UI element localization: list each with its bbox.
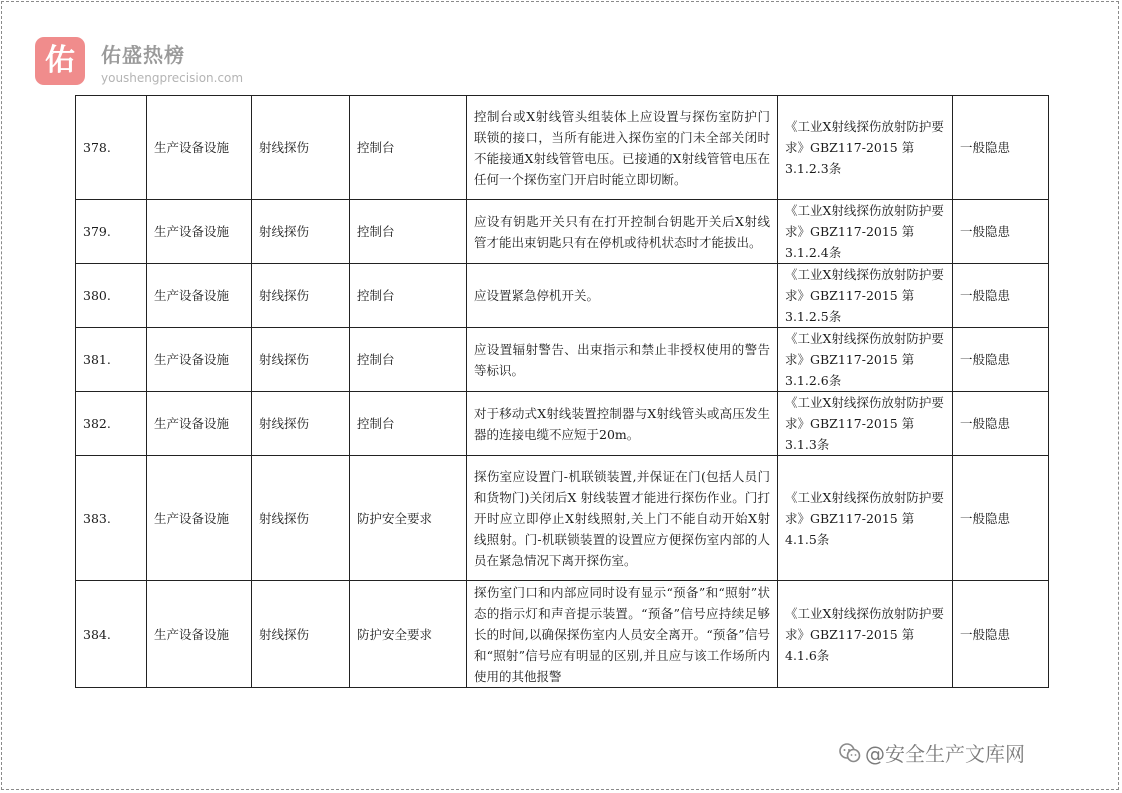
row-type: 射线探伤 <box>252 392 350 456</box>
row-number: 378. <box>76 96 147 200</box>
row-level: 一般隐患 <box>953 264 1049 328</box>
row-standard: 《工业X射线探伤放射防护要求》GBZ117-2015 第3.1.2.3条 <box>778 96 953 200</box>
row-description: 对于移动式X射线装置控制器与X射线管头或高压发生器的连接电缆不应短于20m。 <box>474 405 770 442</box>
row-category: 生产设备设施 <box>147 328 252 392</box>
row-description: 控制台或X射线管头组装体上应设置与探伤室防护门联锁的接口，当所有能进入探伤室的门未全部关闭时不能接通X射线管管电压。已接通的X射线管管电压在任何一个探伤室门开启时能立即切断。 <box>474 108 770 187</box>
row-description-cell <box>467 96 778 200</box>
row-category: 生产设备设施 <box>147 581 252 688</box>
row-description: 探伤室门口和内部应同时设有显示“预备”和“照射”状态的指示灯和声音提示装置。“预备”信号应持续足够长的时间,以确保探伤室内人员安全离开。“预备”信号和“照射”信号应有明显的区别,并且应与该工作场所内使用的其他报警 <box>474 584 770 684</box>
row-type: 射线探伤 <box>252 96 350 200</box>
row-category: 生产设备设施 <box>147 264 252 328</box>
row-item: 控制台 <box>350 200 467 264</box>
row-standard: 《工业X射线探伤放射防护要求》GBZ117-2015 第3.1.2.5条 <box>778 264 953 328</box>
row-description-cell <box>467 328 778 392</box>
row-category: 生产设备设施 <box>147 456 252 581</box>
row-item: 防护安全要求 <box>350 456 467 581</box>
row-number: 384. <box>76 581 147 688</box>
row-type: 射线探伤 <box>252 456 350 581</box>
row-description: 应设置辐射警告、出束指示和禁止非授权使用的警告等标识。 <box>474 341 770 378</box>
row-level: 一般隐患 <box>953 328 1049 392</box>
watermark-text: @安全生产文库网 <box>865 742 1025 766</box>
row-description-cell <box>467 264 778 328</box>
table-row <box>76 200 1049 264</box>
row-item: 防护安全要求 <box>350 581 467 688</box>
row-item: 控制台 <box>350 392 467 456</box>
row-description-cell <box>467 581 778 688</box>
row-item: 控制台 <box>350 96 467 200</box>
watermark <box>838 738 1025 767</box>
row-level: 一般隐患 <box>953 200 1049 264</box>
row-item: 控制台 <box>350 264 467 328</box>
row-number: 380. <box>76 264 147 328</box>
row-standard: 《工业X射线探伤放射防护要求》GBZ117-2015 第3.1.2.4条 <box>778 200 953 264</box>
row-number: 383. <box>76 456 147 581</box>
hazard-table <box>75 95 1049 688</box>
row-number: 382. <box>76 392 147 456</box>
row-type: 射线探伤 <box>252 328 350 392</box>
table-row <box>76 456 1049 581</box>
table-row <box>76 328 1049 392</box>
chat-bubble-icon <box>838 741 862 765</box>
row-number: 381. <box>76 328 147 392</box>
row-standard: 《工业X射线探伤放射防护要求》GBZ117-2015 第4.1.5条 <box>778 456 953 581</box>
row-level: 一般隐患 <box>953 96 1049 200</box>
row-standard: 《工业X射线探伤放射防护要求》GBZ117-2015 第4.1.6条 <box>778 581 953 688</box>
table-row <box>76 264 1049 328</box>
row-item: 控制台 <box>350 328 467 392</box>
row-type: 射线探伤 <box>252 200 350 264</box>
row-description-cell <box>467 456 778 581</box>
row-standard: 《工业X射线探伤放射防护要求》GBZ117-2015 第3.1.2.6条 <box>778 328 953 392</box>
table-row <box>76 392 1049 456</box>
row-level: 一般隐患 <box>953 392 1049 456</box>
row-level: 一般隐患 <box>953 581 1049 688</box>
row-description: 应设有钥匙开关只有在打开控制台钥匙开关后X射线管才能出束钥匙只有在停机或待机状态时才能拔出。 <box>474 213 770 250</box>
row-standard: 《工业X射线探伤放射防护要求》GBZ117-2015 第3.1.3条 <box>778 392 953 456</box>
row-category: 生产设备设施 <box>147 200 252 264</box>
row-type: 射线探伤 <box>252 264 350 328</box>
brand-name: 佑盛热榜 <box>101 43 185 67</box>
row-description-cell <box>467 200 778 264</box>
row-description-cell <box>467 392 778 456</box>
row-type: 射线探伤 <box>252 581 350 688</box>
row-description: 应设置紧急停机开关。 <box>474 288 600 303</box>
row-category: 生产设备设施 <box>147 96 252 200</box>
table-row <box>76 581 1049 688</box>
brand-logo: 佑 <box>35 37 85 85</box>
table-row <box>76 96 1049 200</box>
brand-url: youshengprecision.com <box>101 71 244 85</box>
row-number: 379. <box>76 200 147 264</box>
row-level: 一般隐患 <box>953 456 1049 581</box>
row-description: 探伤室应设置门-机联锁装置,并保证在门(包括人员门和货物门)关闭后X 射线装置才能进行探伤作业。门打开时应立即停止X射线照射,关上门不能自动开始X射线照射。门-机联锁装置的设置应方便探伤室内部的人员在紧急情况下离开探伤室。 <box>474 468 770 568</box>
row-category: 生产设备设施 <box>147 392 252 456</box>
